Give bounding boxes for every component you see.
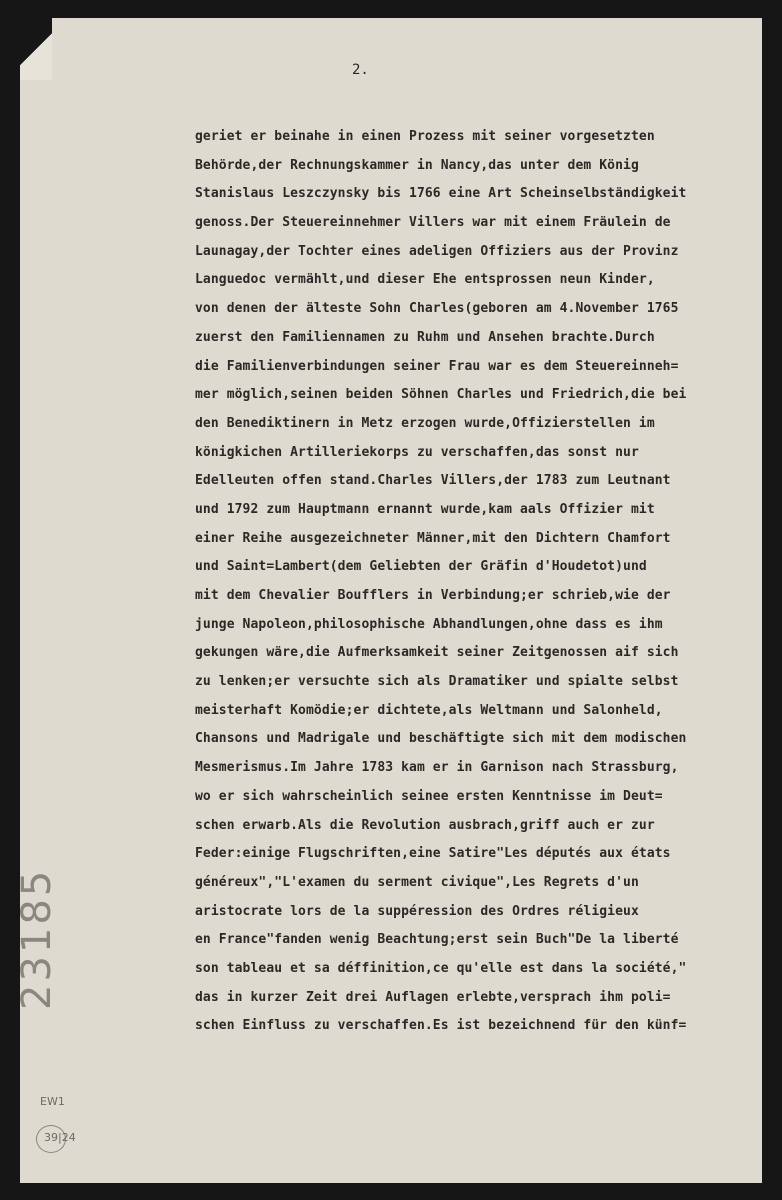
text-line: son tableau et sa déffinition,ce qu'elle est dans la société,"	[195, 960, 687, 976]
text-line: meisterhaft Komödie;er dichtete,als Weltmann und Salonheld,	[195, 702, 663, 718]
text-line: von denen der älteste Sohn Charles(geboren am 4.November 1765	[195, 301, 679, 317]
text-line: Languedoc vermählt,und dieser Ehe entsprossen neun Kinder,	[195, 272, 655, 288]
text-line: und Saint=Lambert(dem Geliebten der Gräfin d'Houdetot)und	[195, 559, 647, 575]
text-line: en France"fanden wenig Beachtung;erst sein Buch"De la liberté	[195, 932, 679, 948]
text-line: das in kurzer Zeit drei Auflagen erlebte,versprach ihm poli=	[195, 989, 671, 1005]
text-line: Mesmerismus.Im Jahre 1783 kam er in Garnison nach Strassburg,	[195, 760, 679, 776]
text-line: und 1792 zum Hauptmann ernannt wurde,kam aals Offizier mit	[195, 501, 655, 517]
text-line: einer Reihe ausgezeichneter Männer,mit den Dichtern Chamfort	[195, 530, 671, 546]
text-line: den Benediktinern in Metz erzogen wurde,Offizierstellen im	[195, 415, 655, 431]
archive-number: 39|24	[44, 1131, 76, 1144]
text-line: aristocrate lors de la suppéression des Ordres réligieux	[195, 903, 639, 919]
text-line: mer möglich,seinen beiden Söhnen Charles und Friedrich,die bei	[195, 387, 687, 403]
typed-text-body	[195, 123, 765, 1041]
text-line: zu lenken;er versuchte sich als Dramatiker und spialte selbst	[195, 674, 679, 690]
archive-label: EW1	[40, 1095, 65, 1108]
pencil-margin-number: 23185	[14, 867, 60, 1010]
text-line: schen erwarb.Als die Revolution ausbrach,griff auch er zur	[195, 817, 655, 833]
text-line: königkichen Artilleriekorps zu verschaffen,das sonst nur	[195, 444, 639, 460]
text-line: Edelleuten offen stand.Charles Villers,der 1783 zum Leutnant	[195, 473, 671, 489]
text-line: zuerst den Familiennamen zu Ruhm und Ansehen brachte.Durch	[195, 329, 655, 345]
text-line: schen Einfluss zu verschaffen.Es ist bezeichnend für den künf=	[195, 1018, 687, 1034]
folded-corner	[20, 18, 52, 80]
text-line: Chansons und Madrigale und beschäftigte sich mit dem modischen	[195, 731, 687, 747]
page-number: 2.	[352, 62, 369, 78]
text-line: junge Napoleon,philosophische Abhandlungen,ohne dass es ihm	[195, 616, 663, 632]
text-line: Launagay,der Tochter eines adeligen Offiziers aus der Provinz	[195, 243, 679, 259]
text-line: Feder:einige Flugschriften,eine Satire"Les députés aux états	[195, 846, 671, 862]
text-line: Stanislaus Leszczynsky bis 1766 eine Art Scheinselbständigkeit	[195, 186, 687, 202]
text-line: wo er sich wahrscheinlich seinee ersten Kenntnisse im Deut=	[195, 788, 663, 804]
text-line: gekungen wäre,die Aufmerksamkeit seiner Zeitgenossen aif sich	[195, 645, 679, 661]
text-line: généreux","L'examen du serment civique",Les Regrets d'un	[195, 874, 639, 890]
text-line: geriet er beinahe in einen Prozess mit seiner vorgesetzten	[195, 129, 655, 144]
text-line: die Familienverbindungen seiner Frau war es dem Steuereinneh=	[195, 358, 679, 374]
text-line: genoss.Der Steuereinnehmer Villers war mit einem Fräulein de	[195, 215, 671, 231]
text-line: mit dem Chevalier Boufflers in Verbindung;er schrieb,wie der	[195, 588, 671, 603]
text-line: Behörde,der Rechnungskammer in Nancy,das unter dem König	[195, 157, 639, 173]
